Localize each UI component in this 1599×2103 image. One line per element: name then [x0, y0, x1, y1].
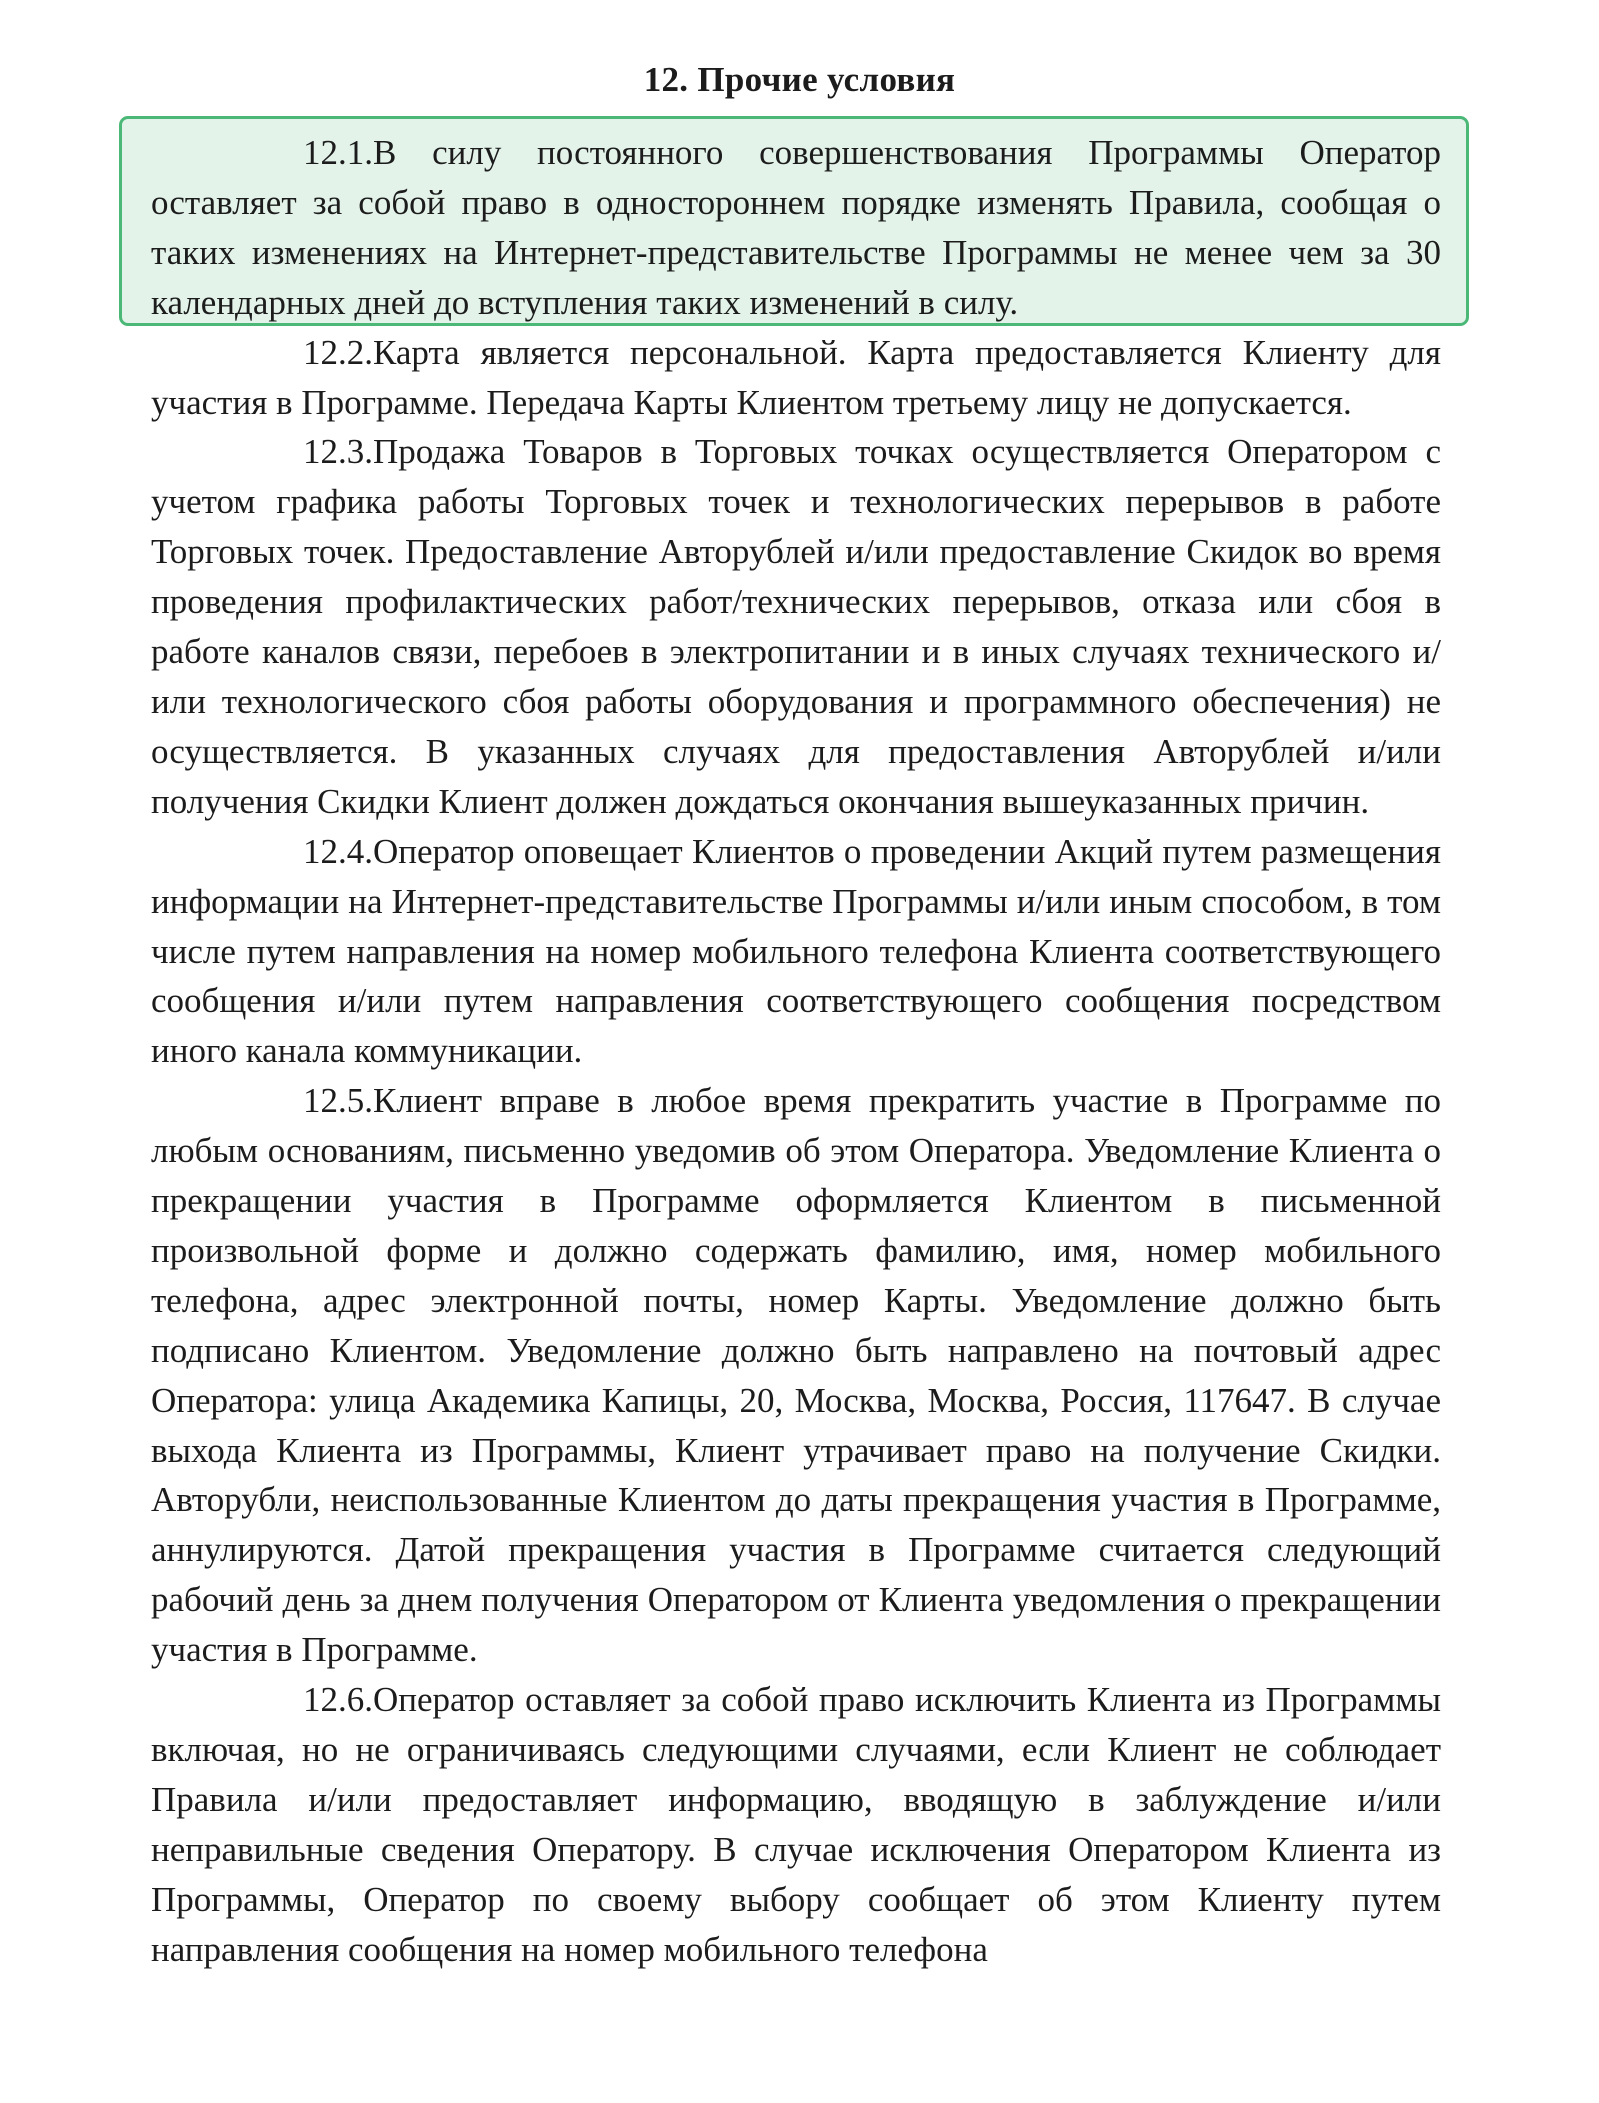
clause-text: Оператор оставляет за собой право исключить Клиента из Программы включая, но не ограничиваясь следующими случаями, если Клиент не соблюдает Правила и/или предоставляет информацию, вводящую в заблуждение и/или неправильные сведения Оператору. В случае исключения Оператором Клиента из Программы, Оператор по своему выбору сообщает об этом Клиенту путем направления сообщения на номер мобильного телефона — [151, 1680, 1441, 1969]
clause-text: Клиент вправе в любое время прекратить участие в Программе по любым основаниям, письменно уведомив об этом Оператора. Уведомление Клиента о прекращении участия в Программе оформляется Клиентом в письменной произвольной форме и должно содержать фамилию, имя, номер мобильного телефона, адрес электронной почты, номер Карты. Уведомление должно быть подписано Клиентом. Уведомление должно быть направлено на почтовый адрес Оператора: улица Академика Капицы, 20, Москва, Москва, Россия, 117647. В случае выхода Клиента из Программы, Клиент утрачивает право на получение Скидки. Авторубли, неиспользованные Клиентом до даты прекращения участия в Программе, аннулируются. Датой прекращения участия в Программе считается следующий рабочий день за днем получения Оператором от Клиента уведомления о прекращении участия в Программе. — [151, 1081, 1441, 1670]
clause-12-4 — [151, 827, 1441, 1077]
clause-number: 12.3. — [303, 432, 373, 472]
clause-text: В силу постоянного совершенствования Программы Оператор оставляет за собой право в одностороннем порядке изменять Правила, сообщая о таких изменениях на Интернет-представительстве Программы не менее чем за 30 календарных дней до вступления таких изменений в силу. — [151, 133, 1441, 322]
clause-12-5 — [151, 1076, 1441, 1675]
clause-text: Карта является персональной. Карта предоставляется Клиенту для участия в Программе. Передача Карты Клиентом третьему лицу не допускается. — [151, 332, 1441, 422]
clause-text: Продажа Товаров в Торговых точках осуществляется Оператором с учетом графика работы Торговых точек и технологических перерывов в работе Торговых точек. Предоставление Авторублей и/или предоставление Скидок во время проведения профилактических работ/технических перерывов, отказа или сбоя в работе каналов связи, перебоев в электропитании и в иных случаях технического и/или технологического сбоя работы оборудования и программного обеспечения) не осуществляется. В указанных случаях для предоставления Авторублей и/или получения Скидки Клиент должен дождаться окончания вышеуказанных причин. — [151, 432, 1441, 821]
clause-number: 12.5. — [303, 1081, 373, 1121]
clause-number: 12.4. — [303, 831, 373, 871]
clause-12-3 — [151, 427, 1441, 826]
clause-text: Оператор оповещает Клиентов о проведении Акций путем размещения информации на Интернет-представительстве Программы и/или иным способом, в том числе путем направления на номер мобильного телефона Клиента соответствующего сообщения и/или путем направления соответствующего сообщения посредством иного канала коммуникации. — [151, 831, 1441, 1071]
clause-12-6 — [151, 1675, 1441, 1974]
clause-12-2 — [151, 328, 1441, 428]
clause-12-1 — [151, 128, 1441, 328]
clauses-body — [151, 128, 1441, 1975]
section-heading: 12. Прочие условия — [643, 60, 956, 99]
clause-number: 12.2. — [303, 332, 373, 372]
clause-number: 12.1. — [303, 133, 373, 172]
clause-number: 12.6. — [303, 1680, 373, 1720]
